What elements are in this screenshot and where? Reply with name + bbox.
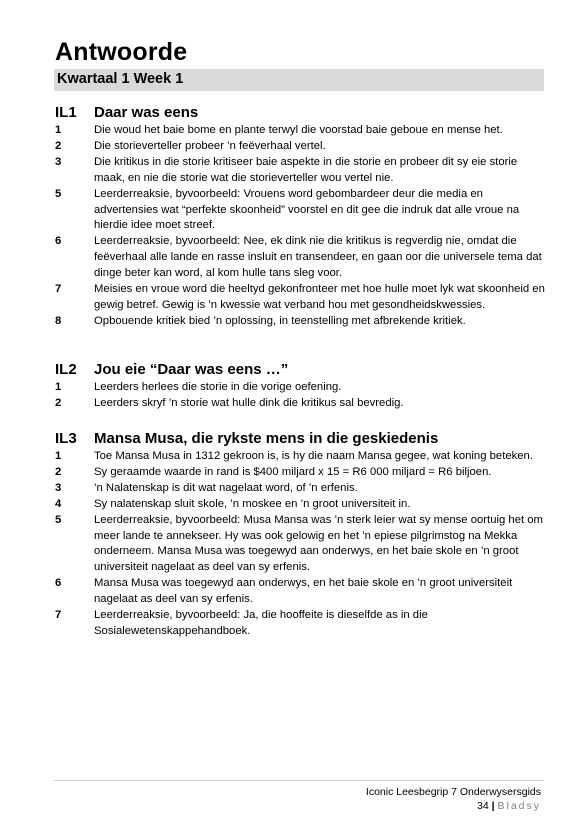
answer-number: 2 — [55, 139, 62, 152]
answer-text: Sy nalatenskap sluit skole, ’n moskee en ’n groot universiteit in. — [94, 497, 411, 510]
footer-book-title: Iconic Leesbegrip 7 Onderwysersgids — [365, 786, 541, 798]
section-title: Mansa Musa, die rykste mens in die geskiedenis — [94, 430, 439, 447]
page-label: Bladsy — [497, 800, 541, 812]
subtitle-bar — [54, 69, 544, 91]
answer-number: 3 — [55, 481, 62, 494]
answer-item — [55, 449, 545, 465]
answer-number: 7 — [55, 283, 62, 296]
section-il2 — [55, 359, 545, 412]
answer-text: Opbouende kritiek bied ’n oplossing, in teenstelling met afbrekende kritiek. — [94, 314, 466, 327]
section-code: IL1 — [55, 104, 77, 121]
answer-text: Leerderreaksie, byvoorbeeld: Ja, die hooffeite is dieselfde as in die Sosialewetenskappehandboek. — [94, 609, 428, 637]
answer-text: Die kritikus in die storie kritiseer baie aspekte in die storie en probeer dit sy eie storie maak, en nie die storie wat die storieverteller wou vertel nie. — [94, 155, 518, 184]
answer-text: Leerderreaksie, byvoorbeeld: Vrouens word gebombardeer deur die media en advertensies wat “perfekte skoonheid” voorstel en dit gee die indruk dat alle vroue na hierdie idee moet streef. — [94, 187, 520, 232]
answer-text: Leerders skryf ’n storie wat hulle dink die kritikus sal bevredig. — [94, 396, 404, 409]
answer-item — [55, 123, 545, 139]
answer-number: 8 — [55, 314, 62, 327]
answer-item — [55, 465, 545, 481]
answer-number: 4 — [55, 497, 62, 510]
answer-number: 1 — [55, 381, 62, 393]
section-title: Jou eie “Daar was eens …” — [94, 361, 289, 378]
answer-item — [55, 380, 545, 396]
answer-item — [55, 282, 545, 314]
answer-item — [55, 155, 545, 187]
answer-text: ’n Nalatenskap is dit wat nagelaat word, of ’n erfenis. — [94, 481, 358, 494]
page-title: Antwoorde — [55, 38, 188, 66]
answer-text: Mansa Musa was toegewyd aan onderwys, en het baie skole en ’n groot universiteit nagelaat as deel van sy erfenis. — [94, 577, 513, 606]
answer-text: Leerderreaksie, byvoorbeeld: Nee, ek dink nie die kritikus is regverdig nie, omdat die feëverhaal alle lande en rasse insluit en transendeer, en gaan oor die universele tema dat dinge beter kan word, al kom hulle tans sleg voor. — [94, 235, 542, 280]
section-code: IL3 — [55, 430, 77, 447]
answer-number: 1 — [55, 124, 62, 136]
section-il1 — [55, 102, 545, 330]
answer-item — [55, 576, 545, 608]
answer-item — [55, 608, 545, 640]
answer-text: Sy geraamde waarde in rand is $400 miljard x 15 = R6 000 miljard = R6 biljoen. — [94, 465, 492, 478]
answer-text: Leerders herlees die storie in die vorige oefening. — [94, 381, 342, 393]
answer-number: 6 — [55, 235, 62, 248]
answer-number: 5 — [55, 187, 62, 200]
section-heading — [55, 359, 545, 380]
answer-number: 3 — [55, 155, 62, 168]
page-separator: | — [491, 800, 495, 812]
answer-item — [55, 513, 545, 577]
answer-number: 1 — [55, 450, 62, 462]
subtitle: Kwartaal 1 Week 1 — [57, 71, 184, 87]
section-title: Daar was eens — [94, 104, 199, 121]
answer-item — [55, 481, 545, 497]
answer-item — [55, 396, 545, 412]
section-code: IL2 — [55, 361, 77, 378]
answer-item — [55, 497, 545, 513]
answer-text: Leerderreaksie, byvoorbeeld: Musa Mansa was ’n sterk leier wat sy mense oortuig het om meer lande te annekseer. Hy was ook gelowig en het ’n epiese pilgrimstog na Mekka onderneem. Mansa Musa was toegewyd aan onderwys, en het baie skole en ’n groot universiteit nagelaat as deel van sy erfenis. — [94, 513, 543, 574]
section-heading — [55, 102, 545, 123]
section-heading — [55, 428, 545, 449]
answer-number: 6 — [55, 577, 62, 590]
answer-item — [55, 187, 545, 235]
answer-text: Toe Mansa Musa in 1312 gekroon is, is hy die naam Mansa gegee, wat koning beteken. — [94, 450, 533, 462]
answer-item — [55, 139, 545, 155]
footer-divider — [54, 780, 544, 781]
answer-number: 5 — [55, 513, 62, 526]
section-il3 — [55, 428, 545, 640]
answer-text: Die woud het baie bome en plante terwyl die voorstad baie geboue en mense het. — [94, 124, 503, 136]
answer-item — [55, 314, 545, 330]
footer-page — [477, 800, 541, 812]
answer-number: 2 — [55, 396, 62, 409]
answer-number: 2 — [55, 465, 62, 478]
answer-text: Meisies en vroue word die heeltyd gekonfronteer met hoe hulle moet lyk wat skoonheid en gewig betref. Gewig is ’n kwessie wat verband hou met gesondheidskwessies. — [94, 283, 545, 311]
answer-text: Die storieverteller probeer ’n feëverhaal vertel. — [94, 139, 326, 152]
page-number: 34 — [477, 800, 489, 812]
answer-number: 7 — [55, 609, 62, 622]
answer-item — [55, 234, 545, 282]
